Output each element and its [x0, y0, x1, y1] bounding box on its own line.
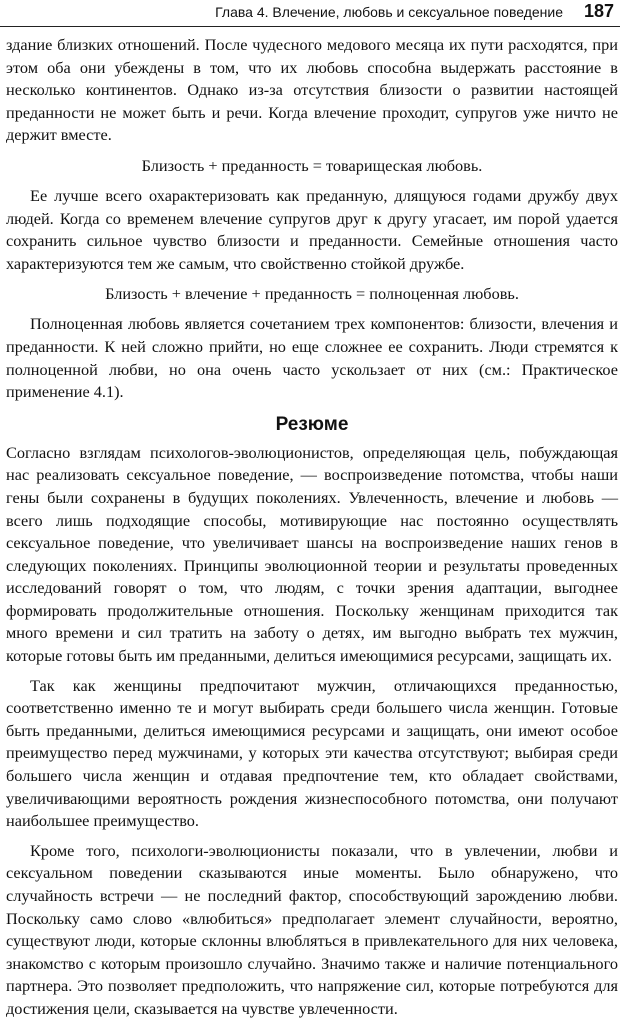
formula-consummate-love: Близость + влечение + преданность = полноценная любовь.	[105, 284, 519, 304]
paragraph-continued: здание близких отношений. После чудесного медового месяца их пути расходятся, при этом оба они убеждены в том, что их любовь способна выдержать расстояние в несколько континентов. Однако из-за отсутствия близости о развитии настоящей преданности не может быть и речи. Когда влечение проходит, супругов уже ничто не держит вместе.	[6, 35, 618, 145]
paragraph-summary-2: Так как женщины предпочитают мужчин, отличающихся преданностью, соответственно именно те и могут выбирать среди большего числа женщин. Готовые быть преданными, делиться имеющимися ресурсами и защищать, они имеют особое преимущество перед мужчинами, у которых эти качества отсутствуют; выбирая среди большего числа женщин и отдавая предпочтение тем, кто обладает свойствами, увеличивающими вероятность рождения жизнеспособного потомства, они получают наибольшее преимущество.	[6, 675, 618, 831]
section-heading-summary: Резюме	[275, 413, 349, 435]
paragraph-summary-3: Кроме того, психологи-эволюционисты показали, что в увлечении, любви и сексуальном поведении сказываются иные моменты. Было обнаружено, что случайность встречи — не последний фактор, способствующий зарождению любви. Поскольку само слово «влюбиться» предполагает элемент случайности, вероятно, существуют люди, которые склонны влюбляться в привлекательного для них человека, знакомство с которым произошло случайно. Значимо также и наличие потенциального партнера. Это позволяет предположить, что напряжение сил, которые потребуются для достижения цели, сказывается на чувстве увлеченности.	[6, 840, 618, 1018]
paragraph-companionate: Ее лучше всего охарактеризовать как преданную, длящуюся годами дружбу двух людей. Когда со временем влечение супругов друг к другу угасает, им порой удается сохранить сильное чувство близости и преданности. Семейные отношения часто характеризуются тем же самым, что свойственно стойкой дружбе.	[6, 185, 618, 273]
page-body	[0, 34, 620, 1021]
paragraph-consummate: Полноценная любовь является сочетанием трех компонентов: близости, влечения и преданности. К ней сложно прийти, но еще сложнее ее сохранить. Люди стремятся к полноценной любви, но она очень часто ускользает от них (см.: Практическое применение 4.1).	[6, 314, 618, 402]
paragraph-summary-1: Согласно взглядам психологов-эволюционистов, определяющая цель, побуждающая нас реализовать сексуальное поведение, — воспроизведение потомства, чтобы наши гены были сохранены в будущих поколениях. Увлеченность, влечение и любовь — всего лишь подходящие способы, мотивирующие нас постоянно осуществлять сексуальное поведение, что увеличивает шансы на воспроизведение наших генов в следующих поколениях. Принципы эволюционной теории и результаты проведенных исследований говорят о том, что людям, с точки зрения адаптации, выгоднее формировать продолжительные отношения. Поскольку женщинам приходится так много времени и сил тратить на заботу о детях, им выгодно выбрать тех мужчин, которые готовы быть им преданными, делиться имеющимися ресурсами, защищать их.	[6, 442, 618, 666]
page-number: 187	[583, 1, 614, 21]
chapter-title: Глава 4. Влечение, любовь и сексуальное поведение	[215, 4, 563, 20]
formula-companionate-love: Близость + преданность = товарищеская любовь.	[141, 155, 483, 175]
page-header	[0, 0, 620, 27]
